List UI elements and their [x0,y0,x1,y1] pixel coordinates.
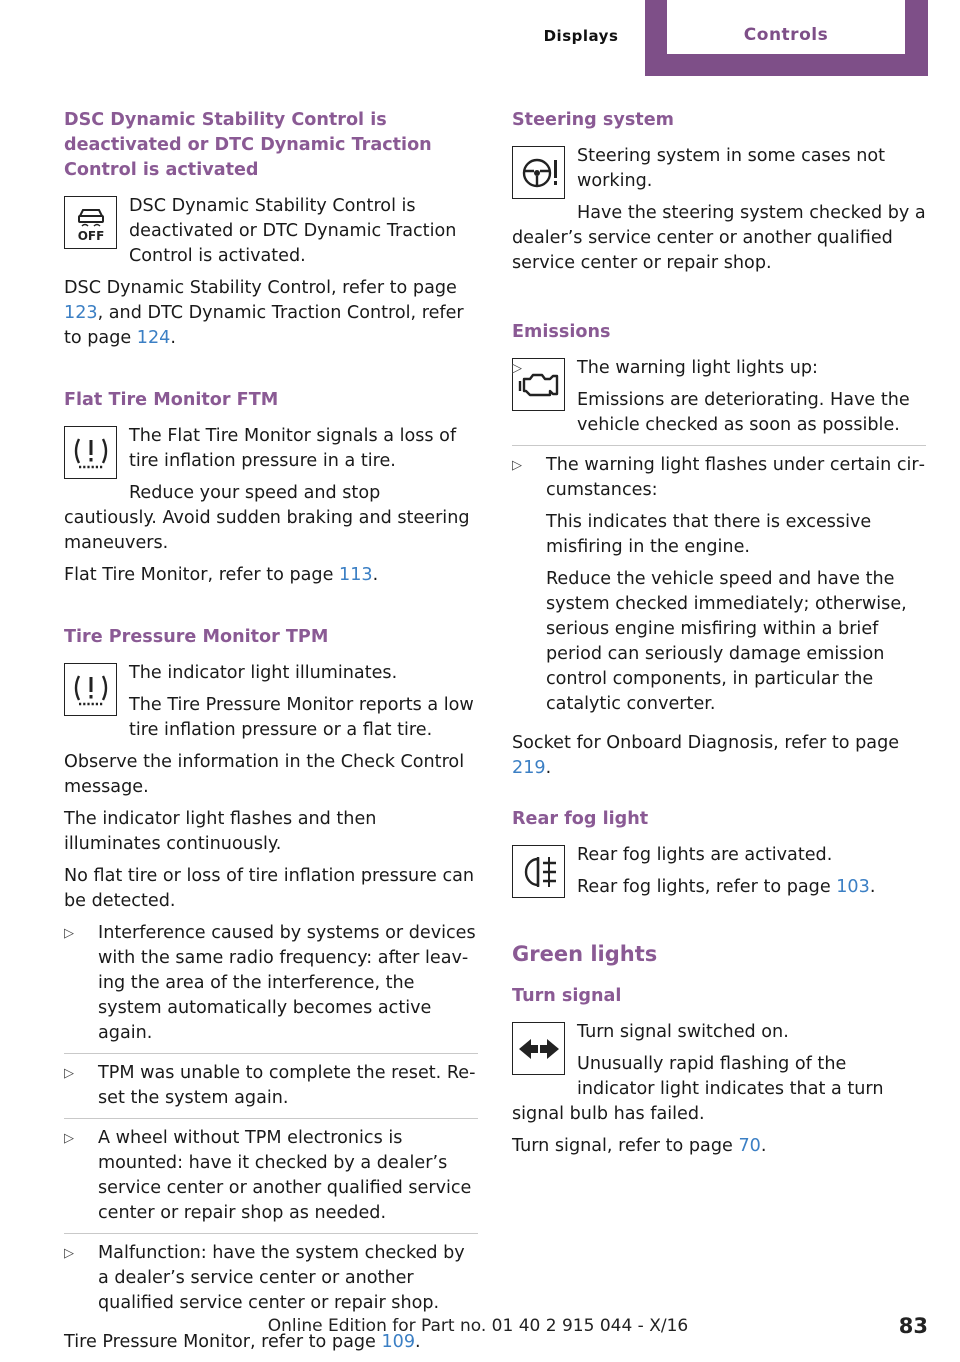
section-ftm [64,388,478,588]
section-text: Observe the information in the Check Control message. [64,752,465,797]
section-text: Have the steering system checked by a dealer’s service center or another qualified service center or repair shop. [512,203,926,273]
bullet-body: Emissions are deteriorating. Have the vehicle checked as soon as possible. [577,390,910,435]
bullet-head: ▷ The warning light lights up: [577,358,818,378]
tire-pressure-warning-icon [64,426,117,479]
page-reference [512,731,926,781]
tire-pressure-warning-icon [64,663,117,716]
section-title: Flat Tire Monitor FTM [64,390,279,410]
section-text: Steering system in some cases not working. [577,146,886,191]
steering-warning-icon [512,146,565,199]
section-green-lights [512,940,926,1159]
section-text: Reduce your speed and stop cautiously. Avoid sudden braking and steering maneuvers. [64,483,470,553]
section-text: Rear fog lights are activated. [577,845,833,865]
ref-text: Socket for Onboard Diagnosis, refer to page [512,733,900,753]
list-item [512,356,926,438]
list-item: ▷ A wheel without TPM electronics is mounted: have it checked by a dealer’s service center or another qualified service center or repair shop as needed. [64,1126,478,1234]
svg-text:OFF: OFF [77,228,104,243]
section-text: Unusually rapid flashing of the indicator light indicates that a turn signal bulb has failed. [512,1054,884,1124]
list-item: ▷ Malfunction: have the system checked by a dealer’s service center or another qualified service center or repair shop. [64,1241,478,1323]
page-reference [512,875,926,900]
list-item [512,453,926,717]
section-title: Tire Pressure Monitor TPM [64,627,329,647]
section-text: Turn signal switched on. [577,1022,789,1042]
ref-text: Tire Pressure Monitor, refer to page [64,1332,382,1352]
section-tpm [64,625,478,1355]
ref-text: Turn signal, refer to page [512,1136,739,1156]
ref-text: . [415,1332,421,1352]
section-text: No flat tire or loss of tire inflation pressure can be detected. [64,866,475,911]
section-title: Steering system [512,110,674,130]
page-number: 83 [898,1314,928,1338]
page-reference [64,276,478,351]
section-dsc [64,108,478,351]
page-link[interactable]: 123 [64,303,98,323]
page-link[interactable]: 219 [512,758,546,778]
bullet-head: ▷ The warning light flashes under certain circumstances: [546,455,926,500]
ref-text: . [869,877,876,897]
page-link[interactable]: 113 [339,565,373,585]
ref-text: . [545,758,552,778]
section-title: Turn signal [512,986,622,1006]
ref-text: , and DTC Dynamic Traction Control, refer to page [64,303,464,348]
dsc-off-icon [64,196,117,249]
page-reference [64,563,478,588]
section-text: The indicator light illuminates. [129,663,398,683]
section-title: DSC Dynamic Stability Control is deactivated or DTC Dynamic Traction Control is activated [64,110,432,180]
section-title: Emissions [512,322,611,342]
rear-fog-light-icon [512,845,565,898]
turn-signal-icon [512,1022,565,1075]
tab-displays[interactable]: Displays [543,27,619,45]
page-link[interactable]: 103 [836,877,870,897]
list-item: ▷ Interference caused by systems or devices with the same radio frequency: after leaving the area of the interference, the system automatically becomes active again. [64,921,478,1054]
page-link[interactable]: 124 [136,328,171,348]
section-text: The Tire Pressure Monitor reports a low tire inflation pressure or a flat tire. [129,695,474,740]
bullet-body: Reduce the vehicle speed and have the system checked immediately; otherwise, serious engine misfiring within a brief period can seriously damage emission control components, in particular the catalytic converter. [546,569,907,714]
chapter-heading: Green lights [512,942,658,966]
section-steering [512,108,926,283]
section-rear-fog [512,807,926,907]
bullet-list [64,921,478,1323]
section-text: The Flat Tire Monitor signals a loss of tire inflation pressure in a tire. [129,426,457,471]
ref-text: . [170,328,176,348]
section-text: DSC Dynamic Stability Control is deactivated or DTC Dynamic Traction Control is activated. [129,196,457,266]
page-reference [512,1134,926,1159]
list-item: ▷ TPM was unable to complete the reset. Reset the system again. [64,1061,478,1119]
section-title: Rear fog light [512,809,649,829]
ref-text: . [372,565,379,585]
right-column [512,108,926,1166]
ref-text: DSC Dynamic Stability Control, refer to page [64,278,457,298]
footer-edition: Online Edition for Part no. 01 40 2 915 044 - X/16 [267,1316,689,1336]
section-emissions [512,320,926,781]
bullet-body: This indicates that there is excessive misfiring in the engine. [546,512,872,557]
ref-text: Flat Tire Monitor, refer to page [64,565,340,585]
ref-text: Rear fog lights, refer to page [577,877,837,897]
tab-controls[interactable]: Controls [667,0,905,54]
section-text: The indicator light flashes and then illuminates continuously. [64,809,377,854]
page-link[interactable]: 70 [738,1136,761,1156]
ref-text: . [760,1136,767,1156]
page-link[interactable]: 109 [381,1332,416,1352]
left-column [64,108,478,1362]
